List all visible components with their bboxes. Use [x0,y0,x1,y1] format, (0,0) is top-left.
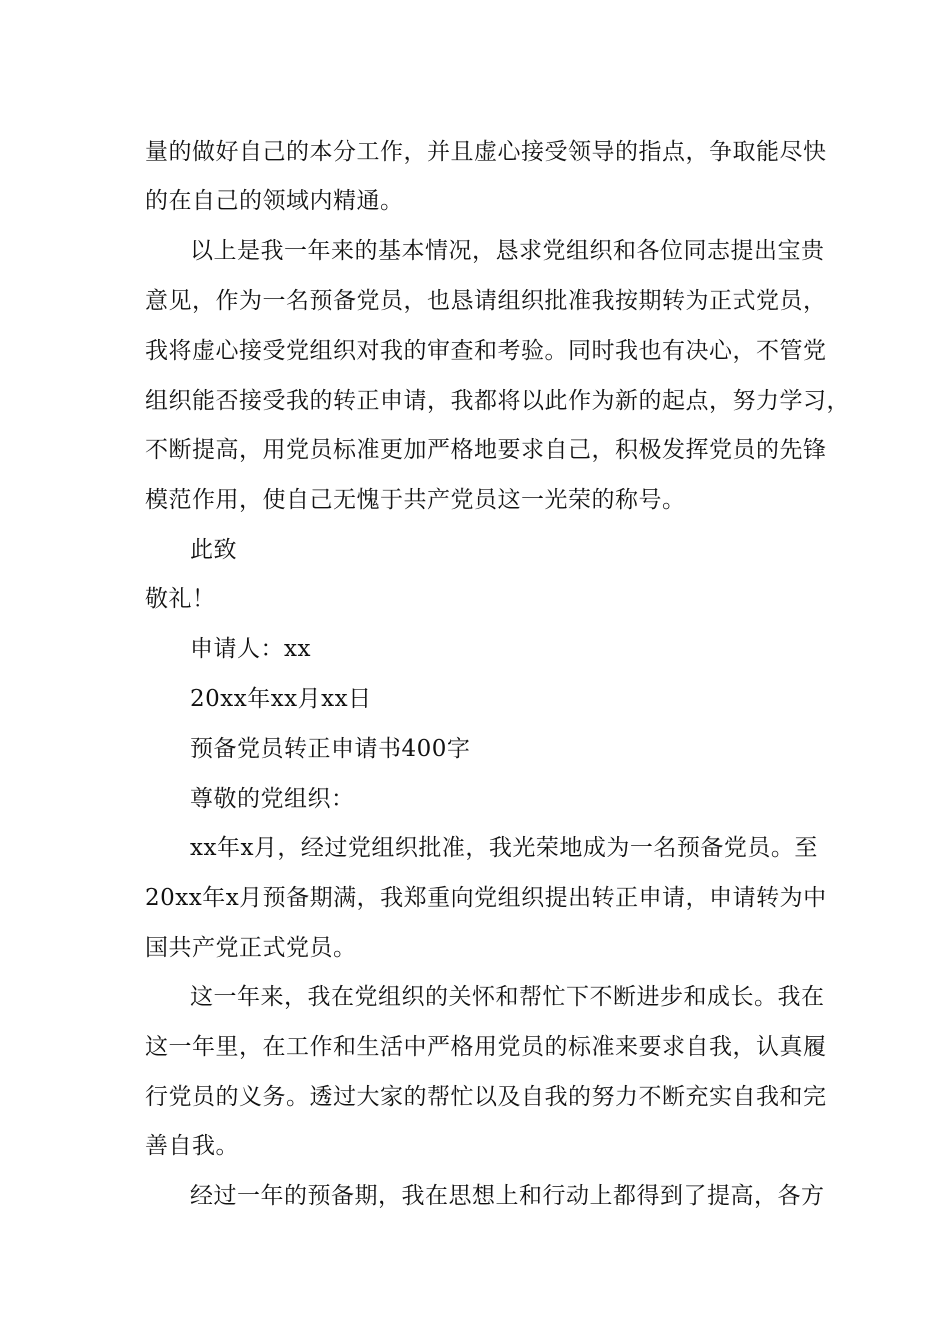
text-line: 的在自己的领域内精通。 [145,188,404,214]
text-line: 模范作用，使自己无愧于共产党员这一光荣的称号。 [145,487,686,513]
greeting-line: 尊敬的党组织： [190,786,355,812]
text-line: 意见，作为一名预备党员，也恳请组织批准我按期转为正式党员， [145,288,827,314]
text-line: 组织能否接受我的转正申请，我都将以此作为新的起点，努力学习， [145,388,850,414]
text-line: 量的做好自己的本分工作，并且虚心接受领导的指点，争取能尽快 [145,139,827,165]
text-line: 20xx年x月预备期满，我郑重向党组织提出转正申请，申请转为中 [145,885,827,911]
paragraph-start: xx年x月，经过党组织批准，我光荣地成为一名预备党员。至 [190,835,818,861]
text-line: 不断提高，用党员标准更加严格地要求自己，积极发挥党员的先锋 [145,437,827,463]
closing-regards: 敬礼！ [145,586,216,612]
text-line: 善自我。 [145,1133,239,1159]
closing-salutation: 此致 [190,537,237,563]
text-line: 国共产党正式党员。 [145,935,357,961]
text-line: 行党员的义务。透过大家的帮忙以及自我的努力不断充实自我和完 [145,1084,827,1110]
date-line: 20xx年xx月xx日 [190,686,372,712]
section-title: 预备党员转正申请书400字 [190,736,471,762]
paragraph-start: 经过一年的预备期，我在思想上和行动上都得到了提高，各方 [190,1183,825,1209]
text-line: 这一年里，在工作和生活中严格用党员的标准来要求自我，认真履 [145,1034,827,1060]
paragraph-start: 这一年来，我在党组织的关怀和帮忙下不断进步和成长。我在 [190,984,825,1010]
paragraph-start: 以上是我一年来的基本情况，恳求党组织和各位同志提出宝贵 [190,238,825,264]
applicant-line: 申请人：xx [190,636,311,662]
text-line: 我将虚心接受党组织对我的审查和考验。同时我也有决心，不管党 [145,338,827,364]
